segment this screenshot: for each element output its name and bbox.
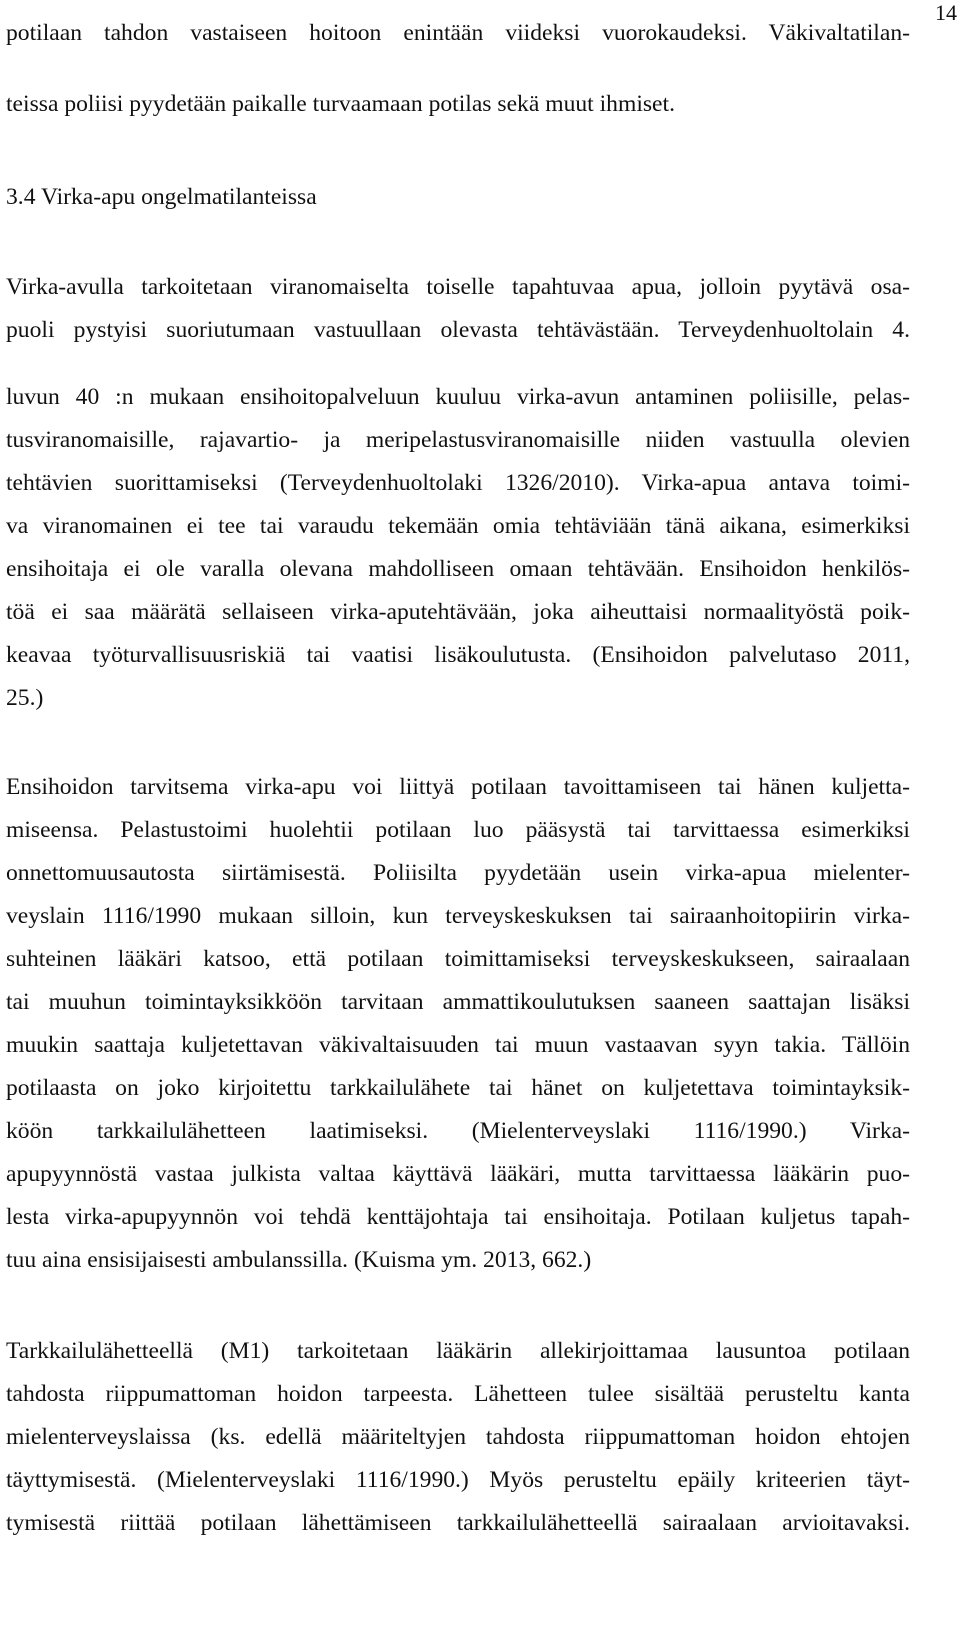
- text-line: teissa poliisi pyydetään paikalle turvaamaan potilas sekä muut ihmiset.: [6, 91, 675, 117]
- text-line: puoli pystyisi suoriutumaan vastuullaan olevasta tehtävästään. Terveydenhuoltolain 4.: [6, 317, 910, 343]
- text-line: tehtävien suorittamiseksi (Terveydenhuoltolaki 1326/2010). Virka-apua antava toimi-: [6, 470, 910, 496]
- text-line: va viranomainen ei tee tai varaudu tekemään omia tehtäviään tänä aikana, esimerkiksi: [6, 513, 910, 539]
- text-line: onnettomuusautosta siirtämisestä. Poliisilta pyydetään usein virka-apua mielenter-: [6, 860, 910, 886]
- text-line: täyttymisestä. (Mielenterveyslaki 1116/1990.) Myös perusteltu epäily kriteerien täyt-: [6, 1467, 910, 1493]
- text-line: mielenterveyslaissa (ks. edellä määriteltyjen tahdosta riippumattoman hoidon ehtojen: [6, 1424, 910, 1450]
- text-line: tusviranomaisille, rajavartio- ja meripelastusviranomaisille niiden vastuulla olevien: [6, 427, 910, 453]
- text-line: lesta virka-apupyynnön voi tehdä kenttäjohtaja tai ensihoitaja. Potilaan kuljetus tapah-: [6, 1204, 910, 1230]
- text-line: luvun 40 :n mukaan ensihoitopalveluun kuuluu virka-avun antaminen poliisille, pelas-: [6, 384, 910, 410]
- text-line: potilaasta on joko kirjoitettu tarkkailulähete tai hänet on kuljetettava toimintayksik-: [6, 1075, 910, 1101]
- text-line: köön tarkkailulähetteen laatimiseksi. (Mielenterveyslaki 1116/1990.) Virka-: [6, 1118, 910, 1144]
- text-line: miseensa. Pelastustoimi huolehtii potilaan luo pääsystä tai tarvittaessa esimerkiksi: [6, 817, 910, 843]
- section-heading: 3.4 Virka-apu ongelmatilanteissa: [6, 184, 317, 210]
- text-line: apupyynnöstä vastaa julkista valtaa käyttävä lääkäri, mutta tarvittaessa lääkärin puo-: [6, 1161, 910, 1187]
- text-line: 25.): [6, 685, 44, 711]
- text-line: tymisestä riittää potilaan lähettämiseen tarkkailulähetteellä sairaalaan arvioitavaksi.: [6, 1510, 910, 1536]
- text-line: Tarkkailulähetteellä (M1) tarkoitetaan lääkärin allekirjoittamaa lausuntoa potilaan: [6, 1338, 910, 1364]
- text-line: tahdosta riippumattoman hoidon tarpeesta. Lähetteen tulee sisältää perusteltu kanta: [6, 1381, 910, 1407]
- text-line: Ensihoidon tarvitsema virka-apu voi liittyä potilaan tavoittamiseen tai hänen kuljetta-: [6, 774, 910, 800]
- text-line: muukin saattaja kuljetettavan väkivaltaisuuden tai muun vastaavan syyn takia. Tällöin: [6, 1032, 910, 1058]
- page-number: 14: [935, 0, 957, 25]
- text-line: ensihoitaja ei ole varalla olevana mahdolliseen omaan tehtävään. Ensihoidon henkilös-: [6, 556, 910, 582]
- text-line: töä ei saa määrätä sellaiseen virka-aputehtävään, joka aiheuttaisi normaalityöstä poik-: [6, 599, 910, 625]
- text-line: tai muuhun toimintayksikköön tarvitaan ammattikoulutuksen saaneen saattajan lisäksi: [6, 989, 910, 1015]
- text-line: keavaa työturvallisuusriskiä tai vaatisi lisäkoulutusta. (Ensihoidon palvelutaso 2011,: [6, 642, 910, 668]
- text-line: suhteinen lääkäri katsoo, että potilaan toimittamiseksi terveyskeskukseen, sairaalaan: [6, 946, 910, 972]
- text-line: potilaan tahdon vastaiseen hoitoon enintään viideksi vuorokaudeksi. Väkivaltatilan-: [6, 20, 910, 46]
- text-line: veyslain 1116/1990 mukaan silloin, kun terveyskeskuksen tai sairaanhoitopiirin virka-: [6, 903, 910, 929]
- text-line: tuu aina ensisijaisesti ambulanssilla. (Kuisma ym. 2013, 662.): [6, 1247, 592, 1273]
- text-line: Virka-avulla tarkoitetaan viranomaiselta toiselle tapahtuvaa apua, jolloin pyytävä osa-: [6, 274, 910, 300]
